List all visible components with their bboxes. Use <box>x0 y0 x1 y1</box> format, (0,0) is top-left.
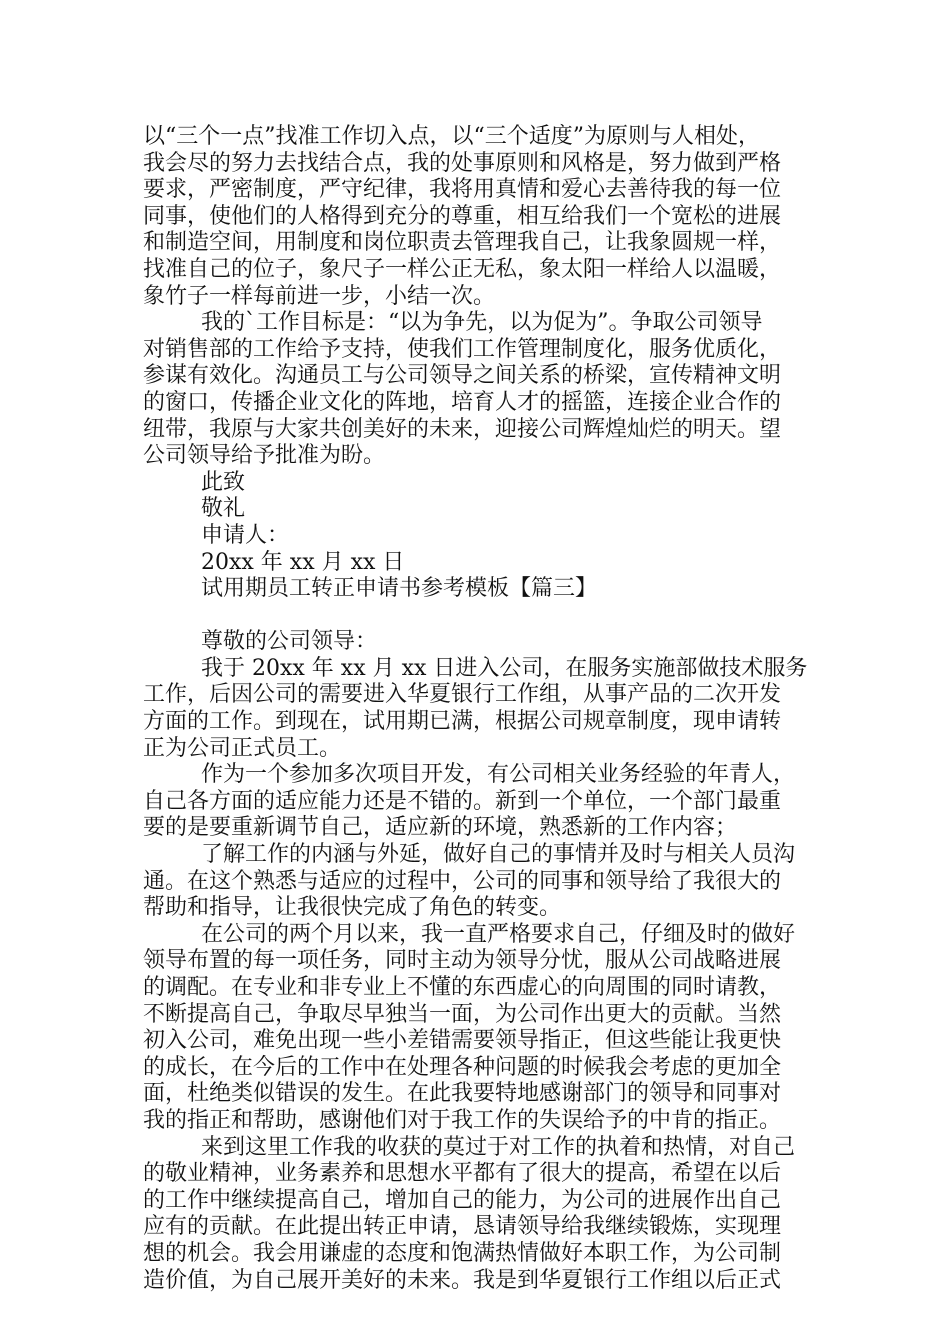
text-line: 尊敬的公司领导： <box>201 629 378 655</box>
text-line: 初入公司，难免出现一些小差错需要领导指正，但这些能让我更快 <box>143 1028 782 1054</box>
text-line: 在公司的两个月以来，我一直严格要求自己，仔细及时的做好 <box>201 921 796 947</box>
text-line: 面，杜绝类似错误的发生。在此我要特地感谢部门的领导和同事对 <box>143 1081 782 1107</box>
text-line: 我的`工作目标是：“以为争先，以为促为”。争取公司领导 <box>201 310 763 336</box>
text-line: 试用期员工转正申请书参考模板【篇三】 <box>201 576 598 602</box>
text-line: 工作，后因公司的需要进入华夏银行工作组，从事产品的二次开发 <box>143 682 782 708</box>
text-line: 20xx 年 xx 月 xx 日 <box>201 549 405 575</box>
text-line: 公司领导给予批准为盼。 <box>143 443 386 469</box>
text-line: 作为一个参加多次项目开发，有公司相关业务经验的年青人， <box>201 762 796 788</box>
text-line: 对销售部的工作给予支持，使我们工作管理制度化，服务优质化， <box>143 336 782 362</box>
text-line: 了解工作的内涵与外延，做好自己的事情并及时与相关人员沟 <box>201 842 796 868</box>
text-line: 我于 20xx 年 xx 月 xx 日进入公司，在服务实施部做技术服务 <box>201 655 808 681</box>
text-line: 自己各方面的适应能力还是不错的。新到一个单位，一个部门最重 <box>143 788 782 814</box>
text-line: 帮助和指导，让我很快完成了角色的转变。 <box>143 895 562 921</box>
text-line: 领导布置的每一项任务，同时主动为领导分忧，服从公司战略进展 <box>143 948 782 974</box>
text-line: 纽带，我原与大家共创美好的未来，迎接公司辉煌灿烂的明天。望 <box>143 416 782 442</box>
document-body <box>143 124 807 1294</box>
text-line: 敬礼 <box>201 496 246 522</box>
text-line: 参谋有效化。沟通员工与公司领导之间关系的桥梁，宣传精神文明 <box>143 363 782 389</box>
text-line: 我的指正和帮助，感谢他们对于我工作的失误给予的中肯的指正。 <box>143 1107 782 1133</box>
text-line: 要求，严密制度，严守纪律，我将用真情和爱心去善待我的每一位 <box>143 177 782 203</box>
text-line: 想的机会。我会用谦虚的态度和饱满热情做好本职工作，为公司制 <box>143 1240 782 1266</box>
text-line: 应有的贡献。在此提出转正申请，恳请领导给我继续锻炼，实现理 <box>143 1214 782 1240</box>
text-line: 造价值，为自己展开美好的未来。我是到华夏银行工作组以后正式 <box>143 1267 782 1293</box>
text-line: 的成长，在今后的工作中在处理各种问题的时候我会考虑的更加全 <box>143 1054 782 1080</box>
text-line: 象竹子一样每前进一步，小结一次。 <box>143 283 496 309</box>
text-line: 方面的工作。到现在，试用期已满，根据公司规章制度，现申请转 <box>143 709 782 735</box>
text-line: 的窗口，传播企业文化的阵地，培育人才的摇篮，连接企业合作的 <box>143 389 782 415</box>
text-line: 的调配。在专业和非专业上不懂的东西虚心的向周围的同时请教， <box>143 975 782 1000</box>
text-line: 的敬业精神，业务素养和思想水平都有了很大的提高，希望在以后 <box>143 1161 782 1187</box>
text-line: 的工作中继续提高自己，增加自己的能力，为公司的进展作出自己 <box>143 1187 782 1213</box>
text-line: 同事，使他们的人格得到充分的尊重，相互给我们一个宽松的进展 <box>143 203 782 229</box>
text-line: 找准自己的位子，象尺子一样公正无私，象太阳一样给人以温暖， <box>143 256 782 282</box>
text-line: 要的是要重新调节自己，适应新的环境，熟悉新的工作内容； <box>143 815 738 841</box>
text-line: 此致 <box>201 469 246 495</box>
blank-line <box>143 603 807 630</box>
text-line: 申请人： <box>201 522 290 548</box>
text-line: 通。在这个熟悉与适应的过程中，公司的同事和领导给了我很大的 <box>143 868 782 894</box>
text-line: 和制造空间，用制度和岗位职责去管理我自己，让我象圆规一样， <box>143 230 782 256</box>
text-line: 以“三个一点”找准工作切入点，以“三个适度”为原则与人相处， <box>143 124 760 149</box>
text-line: 我会尽的努力去找结合点，我的处事原则和风格是，努力做到严格 <box>143 150 782 176</box>
text-line: 正为公司正式员工。 <box>143 735 342 761</box>
text-line: 来到这里工作我的收获的莫过于对工作的执着和热情，对自己 <box>201 1134 796 1160</box>
text-line: 不断提高自己，争取尽早独当一面，为公司作出更大的贡献。当然 <box>143 1001 782 1027</box>
